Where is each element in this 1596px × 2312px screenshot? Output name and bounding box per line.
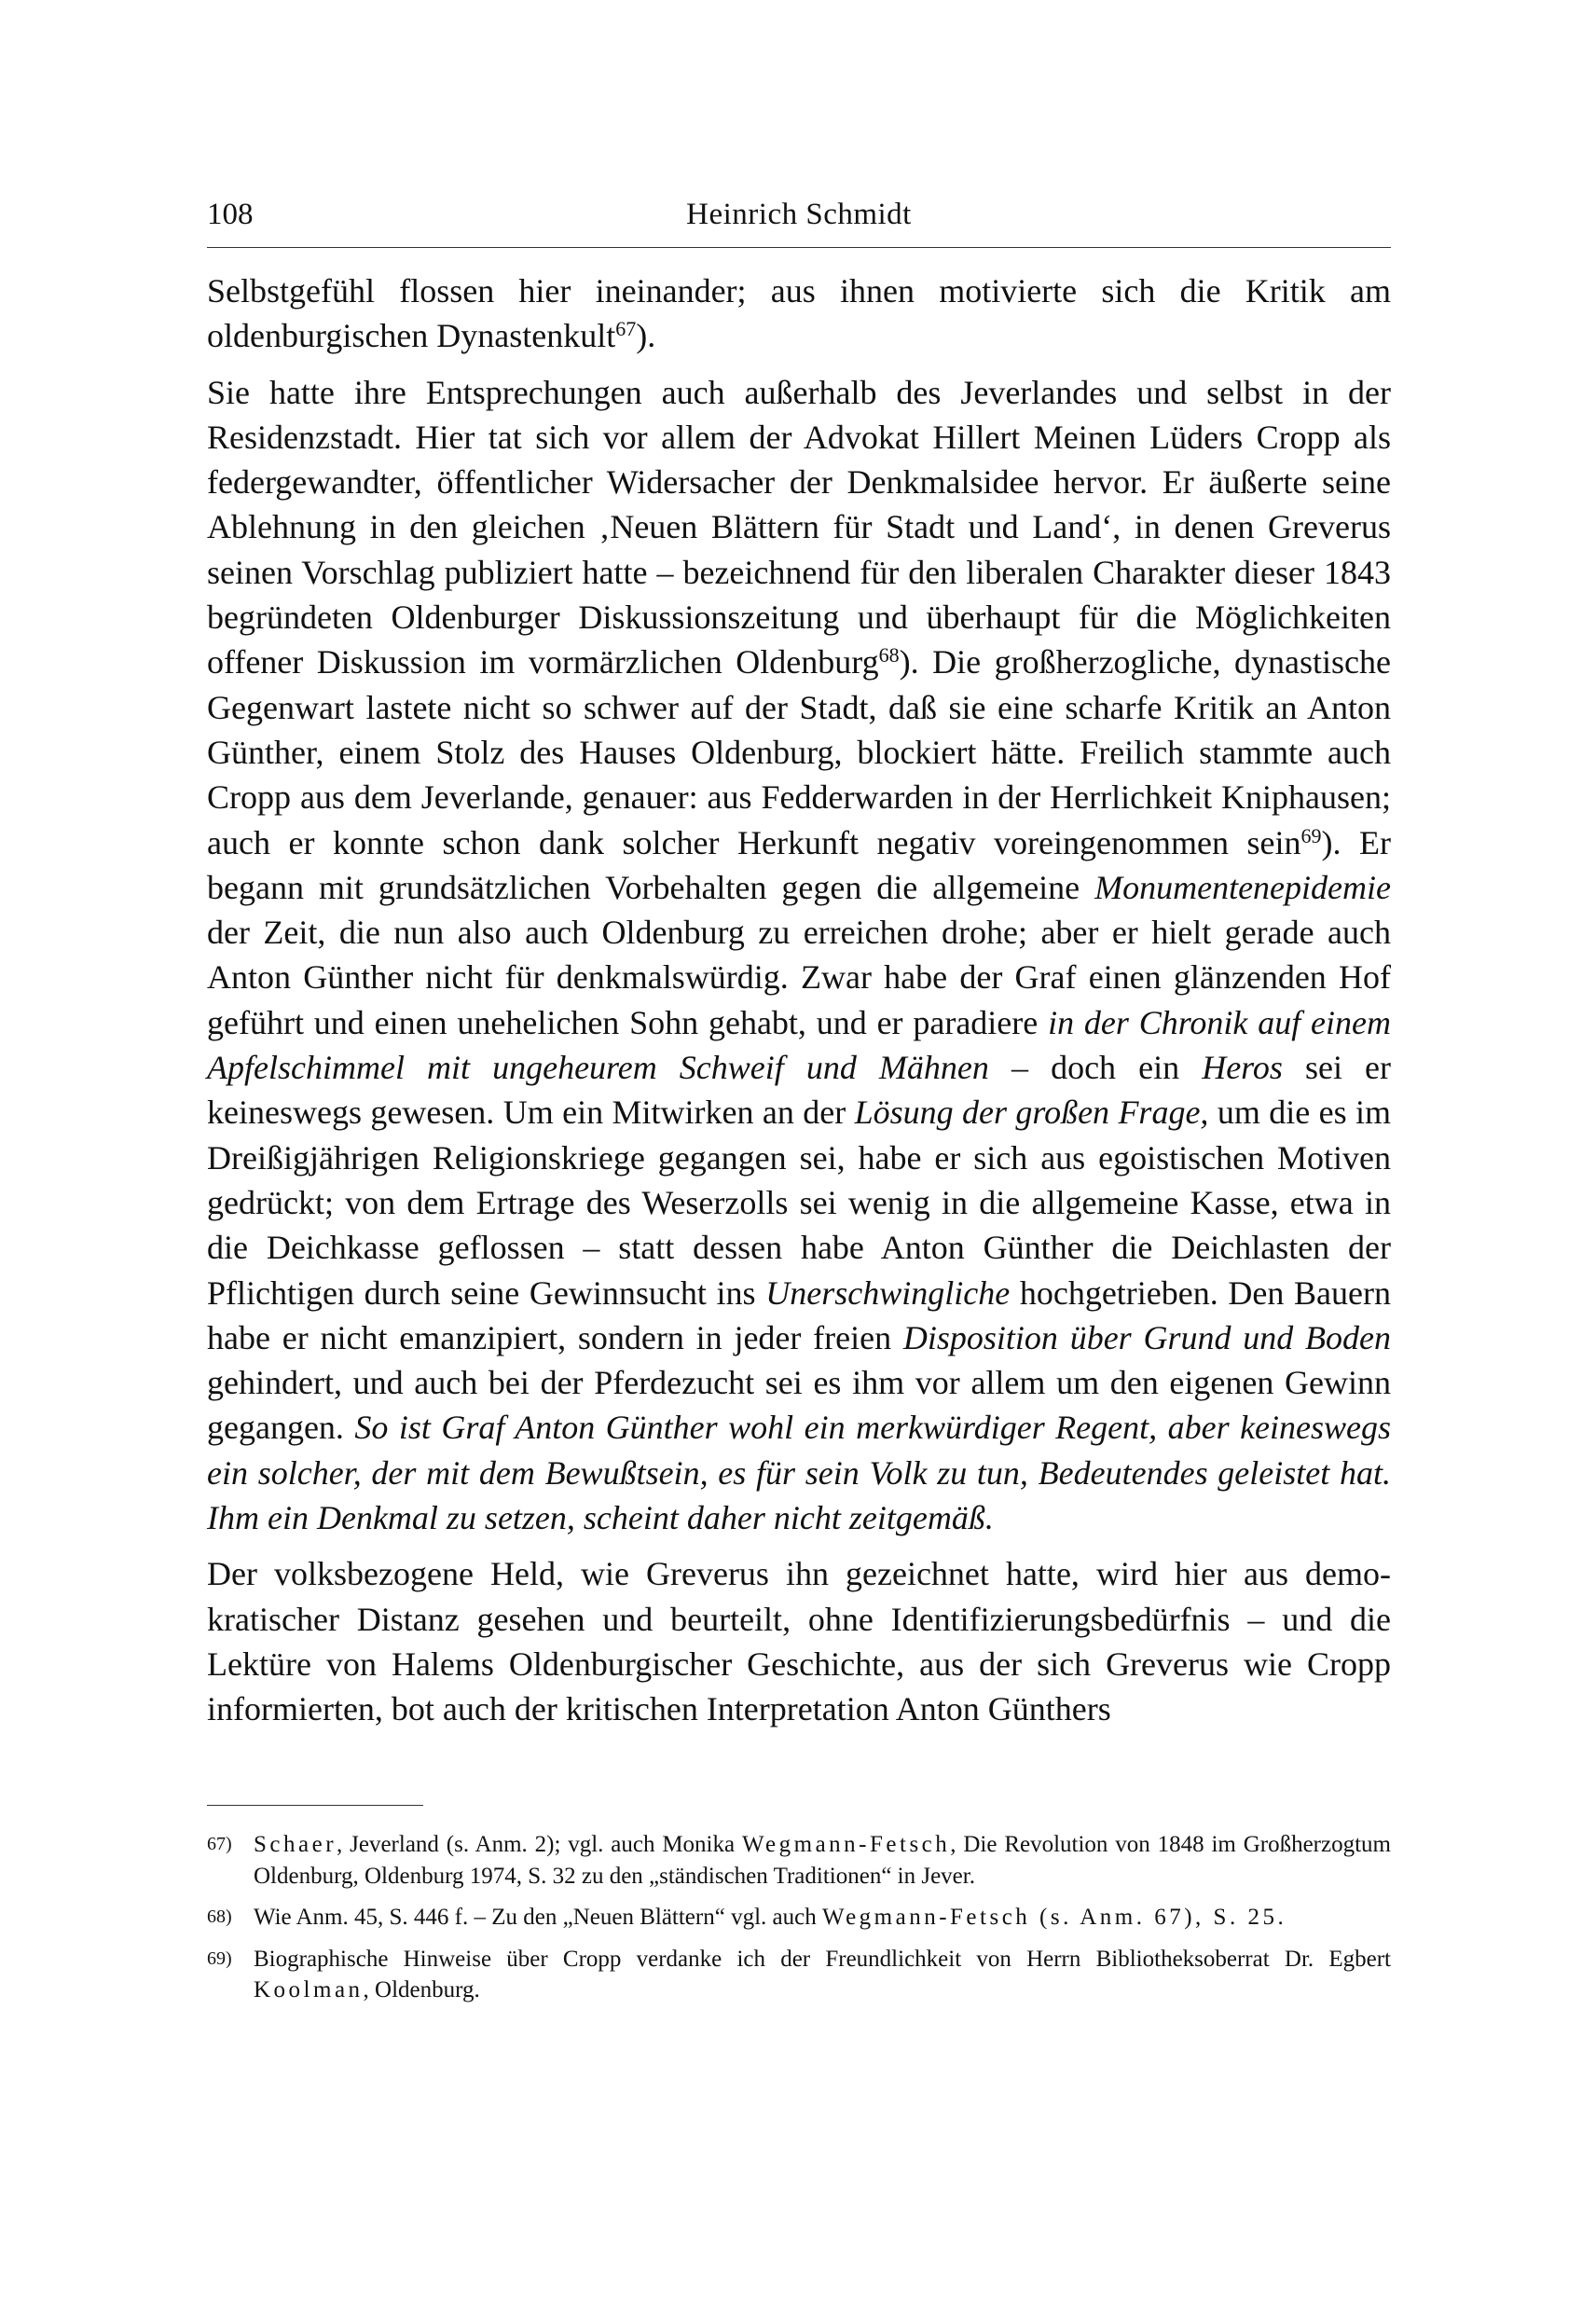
running-head-author: Heinrich Schmidt bbox=[686, 198, 912, 231]
footnote-68 bbox=[207, 1902, 1391, 1934]
text-run: Selbstgefühl flossen hier ineinander; aus ihnen motivierte sich die Kritik am oldenburgischen Dynastenkult bbox=[207, 272, 1391, 355]
text-run: ). Die großherzogliche, dynastische Gegenwart lastete nicht so schwer auf der Stadt, daß sie eine scharfe Kritik an Anton Günther, einem Stolz des Hauses Oldenburg, blockiert hätte. Freilich stammte auch Cropp aus dem Jeverlande, genauer: aus Fedderwarden in der Herrlichkeit Kniphausen; auch er konnte schon dank solcher Herkunft negativ voreingenommen sein bbox=[207, 643, 1391, 861]
footnote-mark: 67) bbox=[207, 1834, 232, 1854]
footnote-mark: 68) bbox=[207, 1906, 232, 1927]
author-name: Wegmann-Fetsch bbox=[741, 1832, 951, 1857]
footnote-mark: 69) bbox=[207, 1947, 232, 1969]
paragraph-1 bbox=[207, 268, 1391, 359]
text-run: Der volksbezogene Held, wie Greverus ihn gezeichnet hatte, wird hier aus demokratischer Distanz gesehen und beurteilt, ohne Identifizierungsbedürfnis – und die Lektüre von Halems Oldenburgischer Geschichte, aus der sich Greverus wie Cropp informierten, bot auch der kritischen Interpretation Anton Günthers bbox=[207, 1555, 1391, 1728]
footnote-ref-68: 68 bbox=[878, 643, 900, 667]
italic-quote: Lösung der großen Frage, bbox=[854, 1094, 1209, 1132]
footnote-rule bbox=[207, 1805, 423, 1806]
author-name: Koolman bbox=[254, 1977, 364, 2002]
footnote-67 bbox=[207, 1829, 1391, 1892]
text-run: um die es im Dreißigjährigen Religionskriege gegangen sei, habe er sich aus egoistischen Motiven gedrückt; von dem Ertrage des Weserzolls sei wenig in die allgemeine Kasse, etwa in die Deichkasse geflossen – statt dessen habe Anton Günther die Deichlasten der Pflichtigen durch seine Gewinnsucht ins bbox=[207, 1094, 1391, 1312]
text-run: ). bbox=[636, 317, 656, 355]
author-name: Wegmann-Fetsch (s. Anm. 67), S. 25. bbox=[821, 1905, 1287, 1930]
italic-quote: in der Chronik auf einem Apfelschimmel mit ungeheurem Schweif und Mähnen bbox=[207, 1003, 1391, 1087]
footnotes bbox=[207, 1829, 1391, 2016]
text-run: , Oldenburg. bbox=[363, 1977, 480, 2002]
paragraph-3 bbox=[207, 1551, 1391, 1731]
text-run: gehindert, und auch bei der Pferdezucht sei es ihm vor allem um den eigenen Gewinn gegangen. bbox=[207, 1364, 1391, 1447]
italic-quote: So ist Graf Anton Günther wohl ein merkwürdiger Regent, aber keineswegs ein solcher, der mit dem Bewußtsein, es für sein Volk zu tun, Bedeutendes geleistet hat. Ihm ein Denkmal zu setzen, scheint daher nicht zeitgemäß. bbox=[207, 1409, 1392, 1537]
footnote-ref-67: 67 bbox=[615, 317, 637, 341]
italic-quote: Monumentenepidemie bbox=[1094, 868, 1391, 906]
text-run: Biographische Hinweise über Cropp verdanke ich der Freundlichkeit von Herrn Bibliotheksoberrat Dr. Egbert bbox=[254, 1946, 1391, 1972]
italic-quote: Disposition über Grund und Boden bbox=[902, 1318, 1391, 1356]
text-run: sei er keineswegs gewesen. Um ein Mitwirken an der bbox=[207, 1049, 1391, 1132]
footnote-ref-69: 69 bbox=[1300, 823, 1322, 847]
footnote-69 bbox=[207, 1944, 1391, 2006]
paragraph-2 bbox=[207, 370, 1391, 1541]
header-rule bbox=[207, 247, 1391, 248]
italic-quote: Unerschwingliche bbox=[765, 1273, 1011, 1312]
text-run: Wie Anm. 45, S. 446 f. – Zu den „Neuen Blättern“ vgl. auch bbox=[254, 1905, 822, 1930]
text-run: , Die Revolution von 1848 im Großherzogtum Oldenburg, Oldenburg 1974, S. 32 zu den „ständischen Traditionen“ in Jever. bbox=[254, 1832, 1391, 1889]
running-header bbox=[207, 196, 1391, 242]
text-run: , Jeverland (s. Anm. 2); vgl. auch Monika bbox=[337, 1832, 742, 1857]
main-text bbox=[207, 268, 1391, 1741]
text-run: ). Er begann mit grundsätzlichen Vorbehalten gegen die allgemeine bbox=[207, 823, 1392, 906]
text-run: – doch ein bbox=[988, 1049, 1203, 1087]
page-number: 108 bbox=[207, 198, 254, 231]
text-run: hochgetrieben. Den Bauern habe er nicht emanzipiert, sondern in jeder freien bbox=[207, 1273, 1392, 1356]
text-run: der Zeit, die nun also auch Oldenburg zu erreichen drohe; aber er hielt gerade auch Anton Günther nicht für denkmalswürdig. Zwar habe der Graf einen glänzenden Hof geführt und einen unehelichen Sohn gehabt, und er paradiere bbox=[207, 914, 1391, 1041]
italic-quote: Heros bbox=[1202, 1049, 1283, 1087]
text-run: Sie hatte ihre Entsprechungen auch außerhalb des Jeverlandes und selbst in der Residenzstadt. Hier tat sich vor allem der Advokat Hillert Meinen Lüders Cropp als federgewandter, öffentlicher Widersacher der Denkmalsidee hervor. Er äußerte seine Ablehnung in den gleichen ‚Neuen Blättern für Stadt und Land‘, in denen Greverus seinen Vorschlag publiziert hatte – bezeichnend für den liberalen Charakter dieser 1843 begründeten Oldenburger Diskussionszeitung und überhaupt für die Möglichkeiten offener Diskussion im vormärzlichen Oldenburg bbox=[207, 373, 1391, 681]
author-name: Schaer bbox=[254, 1832, 337, 1857]
